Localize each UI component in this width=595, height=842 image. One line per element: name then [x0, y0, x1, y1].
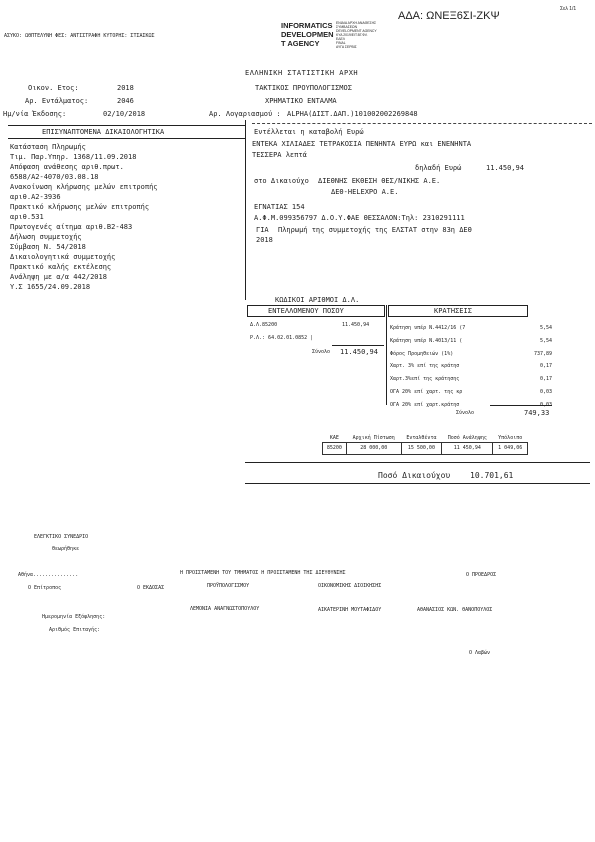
- payee-tax-info: Α.Φ.Μ.099356797 Δ.Ο.Υ.ΦΑΕ ΘΕΣΣΑΛΟΝ:Τηλ: 2310291111: [254, 214, 465, 222]
- deduction-label: Κράτηση υπέρ Ν.4412/16 (7: [390, 325, 466, 331]
- ada-code: ΑΔΑ: ΩΝΕΞ6ΣΙ-ΖΚΨ: [398, 10, 500, 22]
- payee-name-2: ΔΕΘ-HELEXPO Α.Ε.: [331, 188, 399, 196]
- payee-label: στο Δικαιούχο: [254, 177, 309, 185]
- table-header: Αρχική Πίστωση: [352, 434, 395, 441]
- net-amount: 10.701,61: [470, 471, 514, 480]
- table-header: Ενταλθέντα: [406, 434, 437, 441]
- list-item: Πρακτικό κλήρωσης μελών επιτροπής: [10, 203, 150, 211]
- table-cell: 11 450,94: [442, 442, 493, 454]
- list-item: Σύμβαση Ν. 54/2018: [10, 243, 86, 251]
- column-divider: [245, 120, 246, 300]
- deduction-label: Φόρος Προμηθειών (1%): [390, 350, 454, 357]
- sum-line: [490, 405, 552, 406]
- logo-side-line: ΚΥΑ 2019/ΕΙΤ.ΒΓ.ΦΛ: [336, 33, 368, 37]
- list-item: Υ.Σ 1655/24.09.2018: [10, 283, 91, 291]
- documents-list: [10, 142, 158, 292]
- list-item: 6588/Α2-4070/03.08.18: [10, 173, 99, 181]
- logo-line: INFORMATICS: [281, 21, 333, 30]
- order-no: 2046: [117, 97, 134, 105]
- sum-line: [332, 345, 384, 346]
- deduction-value: 0,03: [539, 388, 552, 395]
- purpose-2: 2018: [256, 236, 273, 244]
- deductions-labels: [390, 322, 465, 412]
- logo-side-line: ΣΥΜΒΑΣΕΩΝ: [336, 25, 358, 29]
- fin-dept: ΟΙΚΟΝΟΜΙΚΗΣ ΔΙΟΙΚΗΣΗΣ: [318, 583, 382, 589]
- fiscal-year: 2018: [117, 84, 134, 92]
- divider: [8, 125, 246, 126]
- issue-date: 02/10/2018: [103, 110, 146, 118]
- director-title: Ο ΠΡΟΕΔΡΟΣ: [466, 572, 497, 578]
- list-item: αριθ.531: [10, 213, 44, 221]
- divider: [245, 483, 590, 484]
- signatory-name: ΑΙΚΑΤΕΡΙΝΗ ΜΟΥΤΑΦΙΔΟΥ: [318, 607, 382, 613]
- logo-side-line: ΕΝΙΑΙΑ ΑΡΧΗ ΑΝΑΘΕΣΗΣ: [336, 21, 377, 25]
- amount-in-words: ΕΝΤΕΚΑ ΧΙΛΙΑΔΕΣ ΤΕΤΡΑΚΟΣΙΑ ΠΕΝΗΝΤΑ ΕΥΡΩ και ΕΝΕΝΗΝΤΑ: [252, 140, 472, 148]
- logo-side-line: DEVELOPMENT AGENCY: [336, 29, 377, 33]
- deduction-value: 737,89: [533, 350, 552, 357]
- signatory-name: ΛΕΜΟΝΙΑ ΑΝΑΓΝΩΣΤΟΠΟΥΛΟΥ: [190, 606, 260, 612]
- table-row: [323, 442, 528, 454]
- code-row-value: 11.450,94: [342, 322, 370, 328]
- deduction-label: ΟΓΑ 20% επί χαρτ.κράτησ: [390, 401, 460, 408]
- list-item: Απόφαση ανάθεσης αριθ.πρωτ.: [10, 163, 124, 171]
- divider: [8, 138, 246, 139]
- logo-line: T AGENCY: [281, 39, 320, 48]
- list-item: Πρακτικό καλής εκτέλεσης: [10, 263, 112, 271]
- purpose: Πληρωμή της συμμετοχής της ΕΛΣΤΑΤ στην 83η ΔΕΘ: [278, 226, 472, 234]
- budget-type: ΤΑΚΤΙΚΟΣ ΠΡΟΥΠΟΛΟΓΙΣΜΟΣ: [255, 84, 352, 92]
- deductions-total: 749,33: [524, 409, 550, 417]
- list-item: Δικαιολογητικά συμμετοχής: [10, 253, 116, 261]
- logo-side-line: FINAL: [336, 41, 346, 45]
- table-cell: 85200: [323, 442, 347, 454]
- deduction-value: 0,17: [539, 363, 552, 370]
- receiver-label: Ο Λαβών: [469, 650, 491, 656]
- org-name: ΕΛΛΗΝΙΚΗ ΣΤΑΤΙΣΤΙΚΗ ΑΡΧΗ: [245, 69, 359, 77]
- doc-type: ΧΡΗΜΑΤΙΚΟ ΕΝΤΑΛΜΑ: [265, 97, 337, 105]
- deduction-label: Κράτηση υπέρ Ν.4013/11 (: [390, 337, 463, 344]
- payee-address: ΕΓΝΑΤΙΑΣ 154: [254, 203, 305, 211]
- logo-side-line: ΕΔΕΛ: [336, 37, 346, 41]
- deduction-value: 5,54: [539, 325, 552, 331]
- left-total-label: Σύνολο: [312, 349, 331, 355]
- purpose-label: ΓΙΑ: [256, 226, 269, 234]
- code-row-label: Ρ.Λ.: 64.02.01.0852 |: [250, 335, 314, 341]
- payee-name: ΔΙΕΘΝΗΣ ΕΚΘΕΣΗ ΘΕΣ/ΝΙΚΗΣ Α.Ε.: [318, 177, 441, 185]
- net-amount-label: Ποσό Δικαιούχου: [378, 471, 451, 480]
- codes-title: ΚΩΔΙΚΟΙ ΑΡΙΘΜΟΙ Δ.Λ.: [275, 296, 360, 304]
- logo-side-line: ΑΥΓΑ ΣΕΡΒΙΣ: [336, 45, 357, 49]
- divider: [245, 462, 590, 463]
- chiefs-line: Η ΠΡΟΙΣΤΑΜΕΝΗ ΤΟΥ ΤΜΗΜΑΤΟΣ Η ΠΡΟΙΣΤΑΜΕΝΗ ΤΗΣ ΔΙΕΥΘΥΝΣΗΣ: [180, 570, 346, 576]
- deductions-total-label: Σύνολο: [456, 410, 475, 416]
- page-indicator: Σελ 1/1: [560, 6, 577, 12]
- account-label: Αρ. Λογαριασμού :: [209, 110, 281, 118]
- code-row-label: Δ.Λ.85200: [250, 322, 278, 328]
- documents-title: ΕΠΙΣΥΝΑΠΤΟΜΕΝΑ ΔΙΚΑΙΟΛΟΓΗΤΙΚΑ: [42, 128, 165, 136]
- amount-in-words-2: ΤΕΣΣΕΡΑ λεπτά: [252, 151, 307, 159]
- audit-court: ΕΛΕΓΚΤΙΚΟ ΣΥΝΕΔΡΙΟ: [34, 534, 89, 540]
- fiscal-year-label: Οικον. Ετος:: [28, 84, 79, 92]
- column-divider: [386, 305, 387, 405]
- left-header: ΕΝΤΕΛΛΟΜΕΝΟΥ ΠΟΣΟΥ: [268, 307, 344, 315]
- right-header: ΚΡΑΤΗΣΕΙΣ: [434, 307, 472, 315]
- issuer-title: Ο ΕΚΔΟΣΑΣ: [137, 585, 165, 591]
- amount: 11.450,94: [486, 164, 524, 172]
- deduction-label: Χαρτ. 3% επί της κράτησ: [390, 363, 460, 370]
- list-item: Ανάληψη με α/α 442/2018: [10, 273, 107, 281]
- deduction-label: ΟΓΑ 20% επί χαρτ. της κρ: [390, 388, 463, 395]
- table-cell: 28 000,00: [346, 442, 401, 454]
- logo-side-text: [336, 21, 377, 49]
- budget-dept: ΠΡΟΫΠΟΛΟΓΙΣΜΟΥ: [207, 583, 250, 589]
- cheque-number: Αριθμός Επιταγής:: [49, 627, 101, 633]
- deduction-value: 5,54: [539, 337, 552, 344]
- approved-label: Θεωρήθηκε: [52, 546, 80, 552]
- table-cell: 1 049,06: [493, 442, 528, 454]
- amount-label: δηλαδή Ευρώ: [415, 164, 462, 172]
- left-total: 11.450,94: [340, 348, 378, 356]
- logo-line: DEVELOPMEN: [281, 30, 334, 39]
- account-number: ALPHA(ΔΙΣΤ.ΔΑΠ.)101002002269848: [287, 110, 418, 118]
- deduction-label: Χαρτ.3%επί της κράτησης: [390, 376, 460, 383]
- athens-date: Αθήνα...............: [18, 572, 79, 578]
- list-item: Κατάσταση Πληρωμής: [10, 143, 86, 151]
- order-no-label: Αρ. Εντάλματος:: [25, 97, 89, 105]
- dashed-divider: [252, 123, 592, 124]
- deduction-value: 0,17: [539, 376, 552, 383]
- table-header: ΚΑΕ: [329, 434, 339, 441]
- list-item: Πρωτογενές αίτημα αριθ.Β2-483: [10, 223, 133, 231]
- meta-line: ΑΣΥΚΟ: ΩΘΠΤΕΛΥΝΗ ΦΕΣ: ΑΝΤΙΣΤΡΑΦΗ ΚΥΤΟΡΗΣ: ΣΤΣΑΣΚΩΣ: [4, 33, 155, 39]
- clearing-date: Ημερομηνία Εξόφλησης:: [42, 614, 106, 620]
- order-line: Εντέλλεται η καταβολή Ευρώ: [254, 128, 364, 136]
- logo: [281, 21, 334, 48]
- kae-table: [322, 420, 528, 455]
- deductions-values: [510, 322, 552, 412]
- deduction-value: 0,03: [539, 401, 552, 408]
- signatory-name: ΑΘΑΝΑΣΙΟΣ ΚΩΝ. ΘΑΝΟΠΟΥΛΟΣ: [417, 607, 493, 613]
- table-header: Ποσό Ανάληψης: [447, 434, 487, 441]
- table-cell: 15 500,00: [401, 442, 442, 454]
- list-item: Δήλωση συμμετοχής: [10, 233, 82, 241]
- list-item: Τιμ. Παρ.Υπηρ. 1368/11.09.2018: [10, 153, 137, 161]
- list-item: Ανακοίνωση κλήρωσης μελών επιτροπής: [10, 183, 158, 191]
- list-item: αριθ.Α2-3936: [10, 193, 61, 201]
- table-header: Υπόλοιπο: [498, 434, 523, 441]
- auditor-title: Ο Επίτροπος: [28, 585, 62, 591]
- issue-date-label: Ημ/νία Έκδοσης:: [3, 110, 67, 118]
